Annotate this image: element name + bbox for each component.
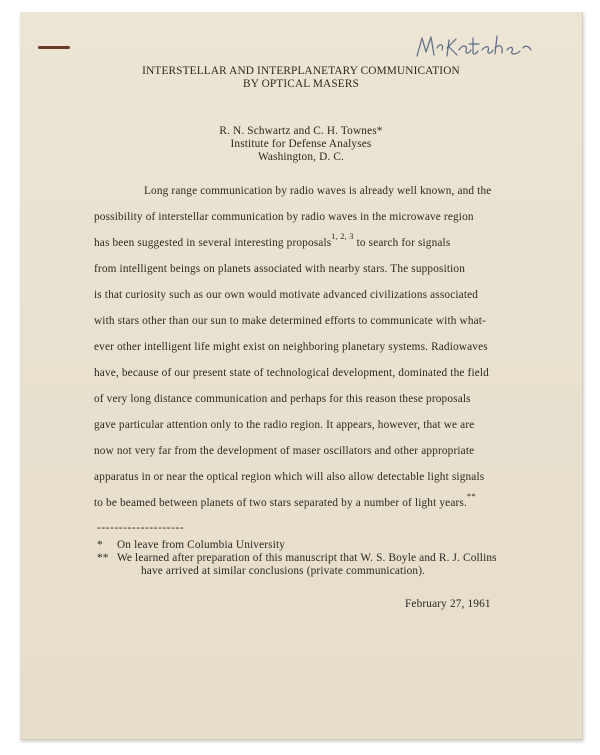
body-text: to search for signals xyxy=(353,237,451,249)
footnote-1-marker: * xyxy=(97,539,103,551)
body-line: from intelligent beings on planets associated with nearby stars. The supposition xyxy=(94,263,466,275)
footnote-1-text: On leave from Columbia University xyxy=(117,539,286,551)
body-line xyxy=(94,231,451,250)
handwritten-signature xyxy=(413,26,543,64)
author-institution: Institute for Defense Analyses xyxy=(230,138,372,150)
footnote-2-text-continued: have arrived at similar conclusions (private communication). xyxy=(141,565,426,577)
reference-numbers: 1, 2, 3 xyxy=(331,231,354,241)
body-line: ever other intelligent life might exist on neighboring planetary systems. Radiowaves xyxy=(94,341,488,353)
body-line: gave particular attention only to the radio region. It appears, however, that we are xyxy=(94,419,475,431)
title-line-1: INTERSTELLAR AND INTERPLANETARY COMMUNICATION xyxy=(142,65,460,77)
staple-mark xyxy=(38,46,70,49)
body-line: Long range communication by radio waves is already well known, and the xyxy=(144,185,492,197)
footnote-2-text: We learned after preparation of this manuscript that W. S. Boyle and R. J. Collins xyxy=(117,552,497,564)
body-text: has been suggested in several interesting proposals xyxy=(94,237,332,249)
body-text: to be beamed between planets of two stars separated by a number of light years. xyxy=(94,497,467,509)
author-names: R. N. Schwartz and C. H. Townes* xyxy=(219,125,383,137)
footnote-marker: ** xyxy=(466,491,476,501)
body-line: is that curiosity such as our own would motivate advanced civilizations associated xyxy=(94,289,479,301)
manuscript-page xyxy=(20,12,583,740)
body-line: with stars other than our sun to make determined efforts to communicate with what- xyxy=(94,315,487,327)
manuscript-date: February 27, 1961 xyxy=(405,598,491,610)
author-location: Washington, D. C. xyxy=(257,151,345,163)
body-line: of very long distance communication and perhaps for this reason these proposals xyxy=(94,393,471,405)
body-line xyxy=(94,491,476,510)
footnote-2-marker: ** xyxy=(97,552,109,564)
body-line: apparatus in or near the optical region which will also allow detectable light signals xyxy=(94,471,485,483)
footnote-separator: -------------------- xyxy=(97,522,185,534)
body-line: have, because of our present state of technological development, dominated the field xyxy=(94,367,489,379)
body-line: possibility of interstellar communication by radio waves in the microwave region xyxy=(94,211,474,223)
body-line: now not very far from the development of maser oscillators and other appropriate xyxy=(94,445,475,457)
title-line-2: BY OPTICAL MASERS xyxy=(243,78,359,90)
